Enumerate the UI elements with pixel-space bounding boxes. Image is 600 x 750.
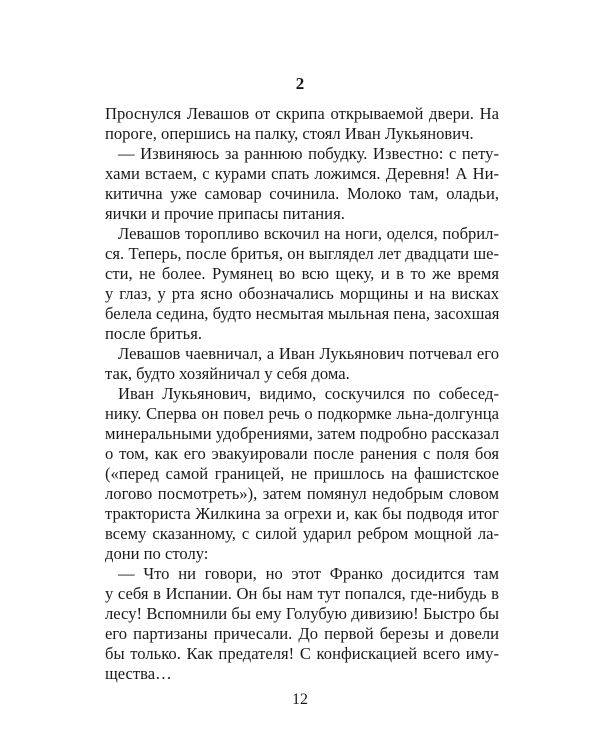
text-line: ся. Теперь, после бритья, он выглядел лет двадцати ше- xyxy=(105,244,499,263)
text-line: щества… xyxy=(105,664,172,683)
text-line: минеральными удобрениями, затем подробно рассказал xyxy=(105,424,500,443)
text-line: Проснулся Левашов от скрипа открываемой двери. На xyxy=(105,104,499,123)
chapter-number: 2 xyxy=(295,74,305,93)
text-line: сти, не более. Румянец во всю щеку, и в то же время xyxy=(105,264,499,283)
text-line: так, будто хозяйничал у себя дома. xyxy=(105,364,350,383)
text-line: Иван Лукьянович, видимо, соскучился по собесед- xyxy=(118,384,499,403)
text-line: бы только. Как предателя! С конфискацией всего иму- xyxy=(105,644,499,663)
text-line: белела седина, будто несмытая мыльная пена, засохшая xyxy=(105,304,500,323)
text-line: Левашов торопливо вскочил на ноги, оделся, побрил- xyxy=(118,224,499,243)
text-line: — Что ни говори, но этот Франко досидится там xyxy=(118,564,499,583)
text-line: после бритья. xyxy=(105,324,202,343)
page-number: 12 xyxy=(292,691,308,708)
text-line: всему сказанному, с силой ударил ребром мощной ла- xyxy=(105,524,499,543)
text-line: о том, как его эвакуировали после ранения с поля боя xyxy=(105,444,499,463)
text-line: яички и прочие припасы питания. xyxy=(105,204,345,223)
text-line: у себя в Испании. Он бы нам тут попался, где-нибудь в xyxy=(105,584,499,603)
text-line: — Извиняюсь за раннюю побудку. Известно: с пету- xyxy=(118,144,499,163)
text-line: его партизаны причесали. До первой березы и довели xyxy=(105,624,499,643)
text-line: пороге, опершись на палку, стоял Иван Лукьянович. xyxy=(105,124,474,143)
text-line: логово посмотреть»), затем помянул недобрым словом xyxy=(105,484,499,503)
text-line: у глаз, у рта ясно обозначались морщины и на висках xyxy=(105,284,499,303)
text-line: дони по столу: xyxy=(105,544,209,563)
text-line: китична уже самовар сочинила. Молоко там, оладьи, xyxy=(105,184,499,203)
text-line: тракториста Жилкина за огрехи и, как бы подводя итог xyxy=(105,504,499,523)
text-line: хами встаем, с курами спать ложимся. Деревня! А Ни- xyxy=(105,164,499,183)
text-line: («перед самой границей, не пришлось на фашистское xyxy=(105,464,499,483)
text-line: нику. Сперва он повел речь о подкормке льна-долгунца xyxy=(105,404,499,423)
text-line: лесу! Вспомнили бы ему Голубую дивизию! Быстро бы xyxy=(105,604,499,623)
text-line: Левашов чаевничал, а Иван Лукьянович потчевал его xyxy=(118,344,499,363)
